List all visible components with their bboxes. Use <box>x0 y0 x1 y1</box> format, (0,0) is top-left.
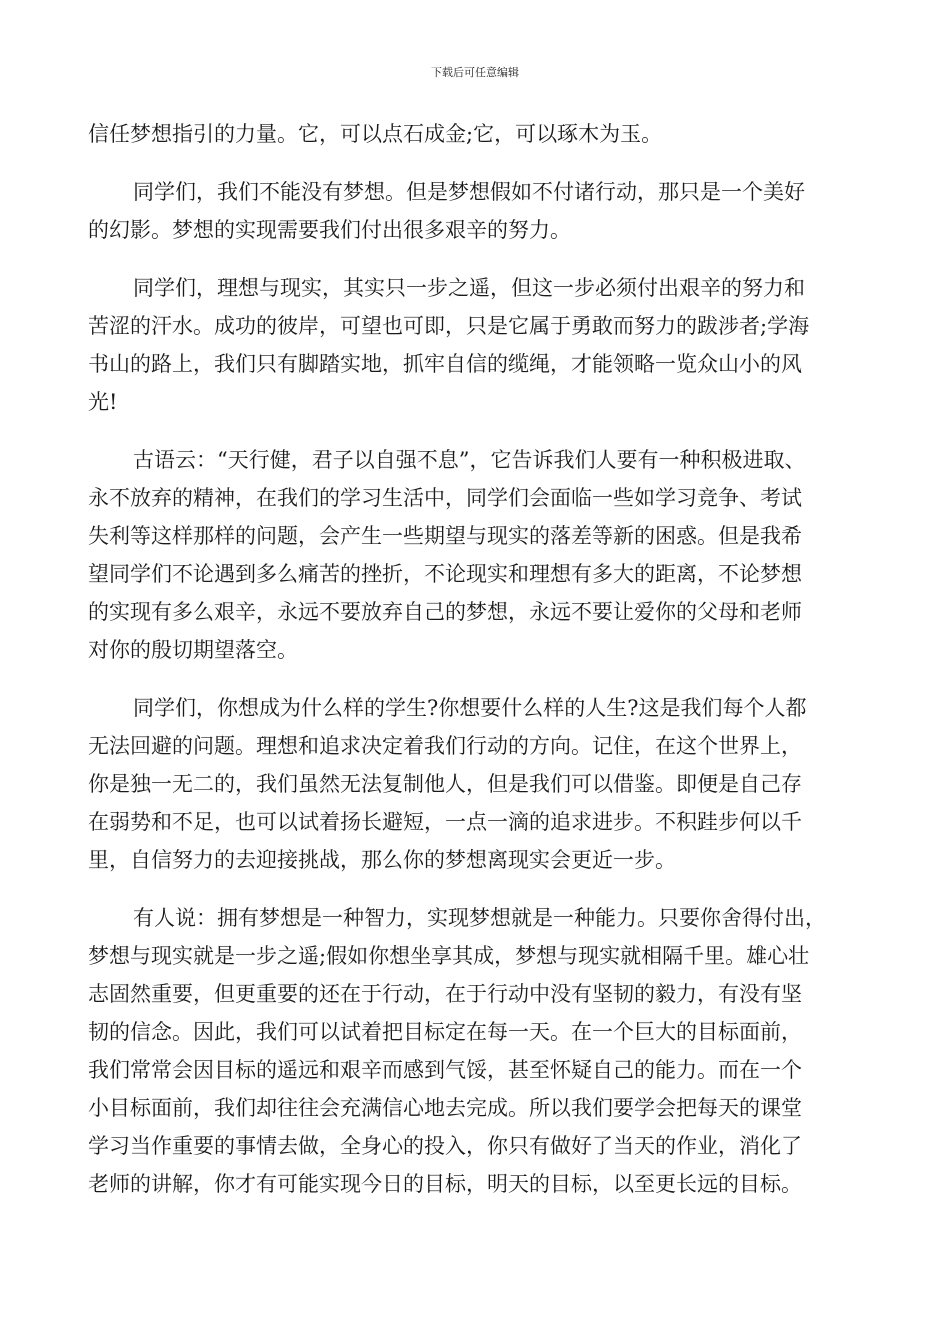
text-line: 对你的殷切期望落空。 <box>88 638 298 662</box>
text-line: 望同学们不论遇到多么痛苦的挫折，不论现实和理想有多大的距离，不论梦想 <box>88 562 802 586</box>
text-line: 书山的路上，我们只有脚踏实地，抓牢自信的缆绳，才能领略一览众山小的风 <box>88 352 802 376</box>
paragraph <box>88 115 863 153</box>
text-line: 在弱势和不足，也可以试着扬长避短，一点一滴的追求进步。不积跬步何以千 <box>88 810 802 834</box>
text-line: 同学们，你想成为什么样的学生?你想要什么样的人生?这是我们每个人都 <box>133 696 807 720</box>
text-line: 同学们，理想与现实，其实只一步之遥，但这一步必须付出艰辛的努力和 <box>133 276 805 300</box>
paragraph <box>88 899 863 1203</box>
text-line: 小目标面前，我们却往往会充满信心地去完成。所以我们要学会把每天的课堂 <box>88 1096 802 1120</box>
text-line: 韧的信念。因此，我们可以试着把目标定在每一天。在一个巨大的目标面前， <box>88 1020 802 1044</box>
text-line: 苦涩的汗水。成功的彼岸，可望也可即，只是它属于勇敢而努力的跋涉者;学海 <box>88 314 810 338</box>
text-line: 老师的讲解，你才有可能实现今日的目标，明天的目标，以至更长远的目标。 <box>88 1172 802 1196</box>
paragraph <box>88 689 863 879</box>
text-line: 的幻影。梦想的实现需要我们付出很多艰辛的努力。 <box>88 218 571 242</box>
text-line: 我们常常会因目标的遥远和艰辛而感到气馁，甚至怀疑自己的能力。而在一个 <box>88 1058 802 1082</box>
paragraph <box>88 441 863 669</box>
document-body <box>88 115 863 1223</box>
paragraph <box>88 173 863 249</box>
text-line: 里，自信努力的去迎接挑战，那么你的梦想离现实会更近一步。 <box>88 848 676 872</box>
text-line: 失利等这样那样的问题，会产生一些期望与现实的落差等新的困惑。但是我希 <box>88 524 802 548</box>
text-line: 信任梦想指引的力量。它，可以点石成金;它，可以琢木为玉。 <box>88 122 663 146</box>
page-header: 下载后可任意编辑 <box>431 66 519 79</box>
text-line: 光! <box>88 390 118 414</box>
text-line: 有人说：拥有梦想是一种智力，实现梦想就是一种能力。只要你舍得付出， <box>133 906 826 930</box>
text-line: 志固然重要，但更重要的还在于行动，在于行动中没有坚韧的毅力，有没有坚 <box>88 982 802 1006</box>
text-line: 梦想与现实就是一步之遥;假如你想坐享其成，梦想与现实就相隔千里。雄心壮 <box>88 944 810 968</box>
text-line: 你是独一无二的，我们虽然无法复制他人，但是我们可以借鉴。即便是自己存 <box>88 772 802 796</box>
text-line: 学习当作重要的事情去做，全身心的投入，你只有做好了当天的作业，消化了 <box>88 1134 802 1158</box>
text-line: 永不放弃的精神，在我们的学习生活中，同学们会面临一些如学习竞争、考试 <box>88 486 802 510</box>
text-line: 的实现有多么艰辛，永远不要放弃自己的梦想，永远不要让爱你的父母和老师 <box>88 600 802 624</box>
text-line: 无法回避的问题。理想和追求决定着我们行动的方向。记住，在这个世界上， <box>88 734 802 758</box>
text-line: 同学们，我们不能没有梦想。但是梦想假如不付诸行动，那只是一个美好 <box>133 180 805 204</box>
paragraph <box>88 269 863 421</box>
text-line: 古语云：“天行健，君子以自强不息”，它告诉我们人要有一种积极进取、 <box>133 448 806 472</box>
